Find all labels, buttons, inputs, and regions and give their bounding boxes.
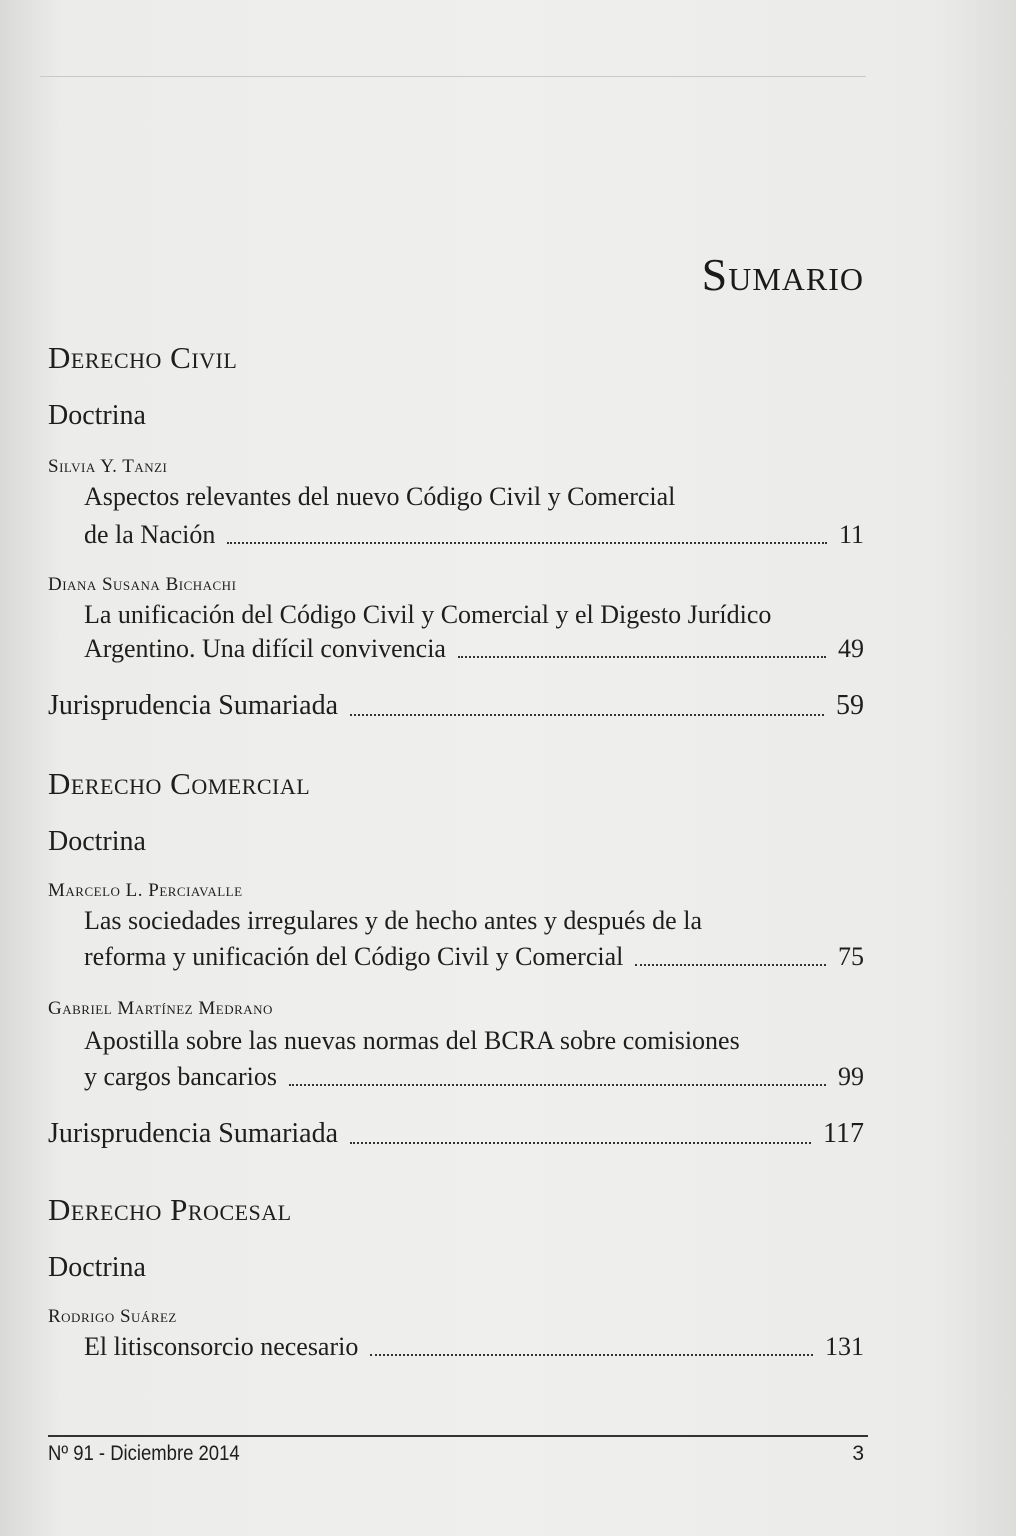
footer-rule bbox=[48, 1435, 868, 1437]
entry-title-line: La unificación del Código Civil y Comercial y el Digesto Jurídico bbox=[84, 600, 772, 629]
page-number: 49 bbox=[838, 634, 864, 663]
page-number: 131 bbox=[825, 1332, 864, 1361]
page-number: 11 bbox=[838, 520, 864, 549]
entry-title-line: de la Nación bbox=[84, 520, 216, 549]
section-heading-civil: Derecho Civil bbox=[48, 340, 238, 375]
entry-title-line: Aspectos relevantes del nuevo Código Civil y Comercial bbox=[84, 482, 676, 511]
dot-leader bbox=[458, 656, 826, 658]
dot-leader bbox=[227, 542, 827, 544]
entry-title-line: y cargos bancarios bbox=[84, 1062, 278, 1091]
page-number: 75 bbox=[838, 942, 864, 971]
entry-title-line: Las sociedades irregulares y de hecho antes y después de la bbox=[84, 906, 702, 935]
header-rule bbox=[40, 76, 866, 77]
footer-issue: Nº 91 - Diciembre 2014 bbox=[48, 1442, 240, 1465]
page-number: 59 bbox=[836, 690, 864, 721]
author-tanzi: Silvia Y. Tanzi bbox=[48, 456, 168, 477]
dot-leader bbox=[289, 1084, 826, 1086]
jurisprudencia-label: Jurisprudencia Sumariada bbox=[48, 690, 339, 721]
page-number: 99 bbox=[838, 1062, 864, 1091]
toc-entry bbox=[84, 942, 864, 972]
entry-title-line: reforma y unificación del Código Civil y Comercial bbox=[84, 942, 624, 971]
footer-page-number: 3 bbox=[852, 1442, 864, 1465]
entry-title-line: Apostilla sobre las nuevas normas del BCRA sobre comisiones bbox=[84, 1026, 740, 1055]
toc-entry bbox=[84, 1062, 864, 1092]
toc-entry-jurisprudencia bbox=[48, 1118, 864, 1150]
doctrina-label-civil: Doctrina bbox=[48, 400, 146, 431]
entry-title-line: El litisconsorcio necesario bbox=[84, 1332, 359, 1361]
doctrina-label-comercial: Doctrina bbox=[48, 826, 146, 857]
section-heading-comercial: Derecho Comercial bbox=[48, 766, 311, 801]
toc-entry-jurisprudencia bbox=[48, 690, 864, 722]
page-number: 117 bbox=[823, 1118, 864, 1149]
toc-entry bbox=[84, 520, 864, 550]
toc-entry bbox=[84, 634, 864, 664]
author-perciavalle: Marcelo L. Perciavalle bbox=[48, 880, 243, 901]
dot-leader bbox=[350, 714, 824, 716]
author-martinez-medrano: Gabriel Martínez Medrano bbox=[48, 998, 273, 1019]
author-bichachi: Diana Susana Bichachi bbox=[48, 574, 237, 595]
toc-entry bbox=[84, 1332, 864, 1362]
section-heading-procesal: Derecho Procesal bbox=[48, 1192, 292, 1227]
doctrina-label-procesal: Doctrina bbox=[48, 1252, 146, 1283]
page-title: Sumario bbox=[701, 249, 864, 300]
dot-leader bbox=[350, 1142, 811, 1144]
dot-leader bbox=[635, 964, 826, 966]
dot-leader bbox=[370, 1354, 813, 1356]
jurisprudencia-label: Jurisprudencia Sumariada bbox=[48, 1118, 339, 1149]
entry-title-line: Argentino. Una difícil convivencia bbox=[84, 634, 446, 663]
author-suarez: Rodrigo Suárez bbox=[48, 1306, 177, 1327]
